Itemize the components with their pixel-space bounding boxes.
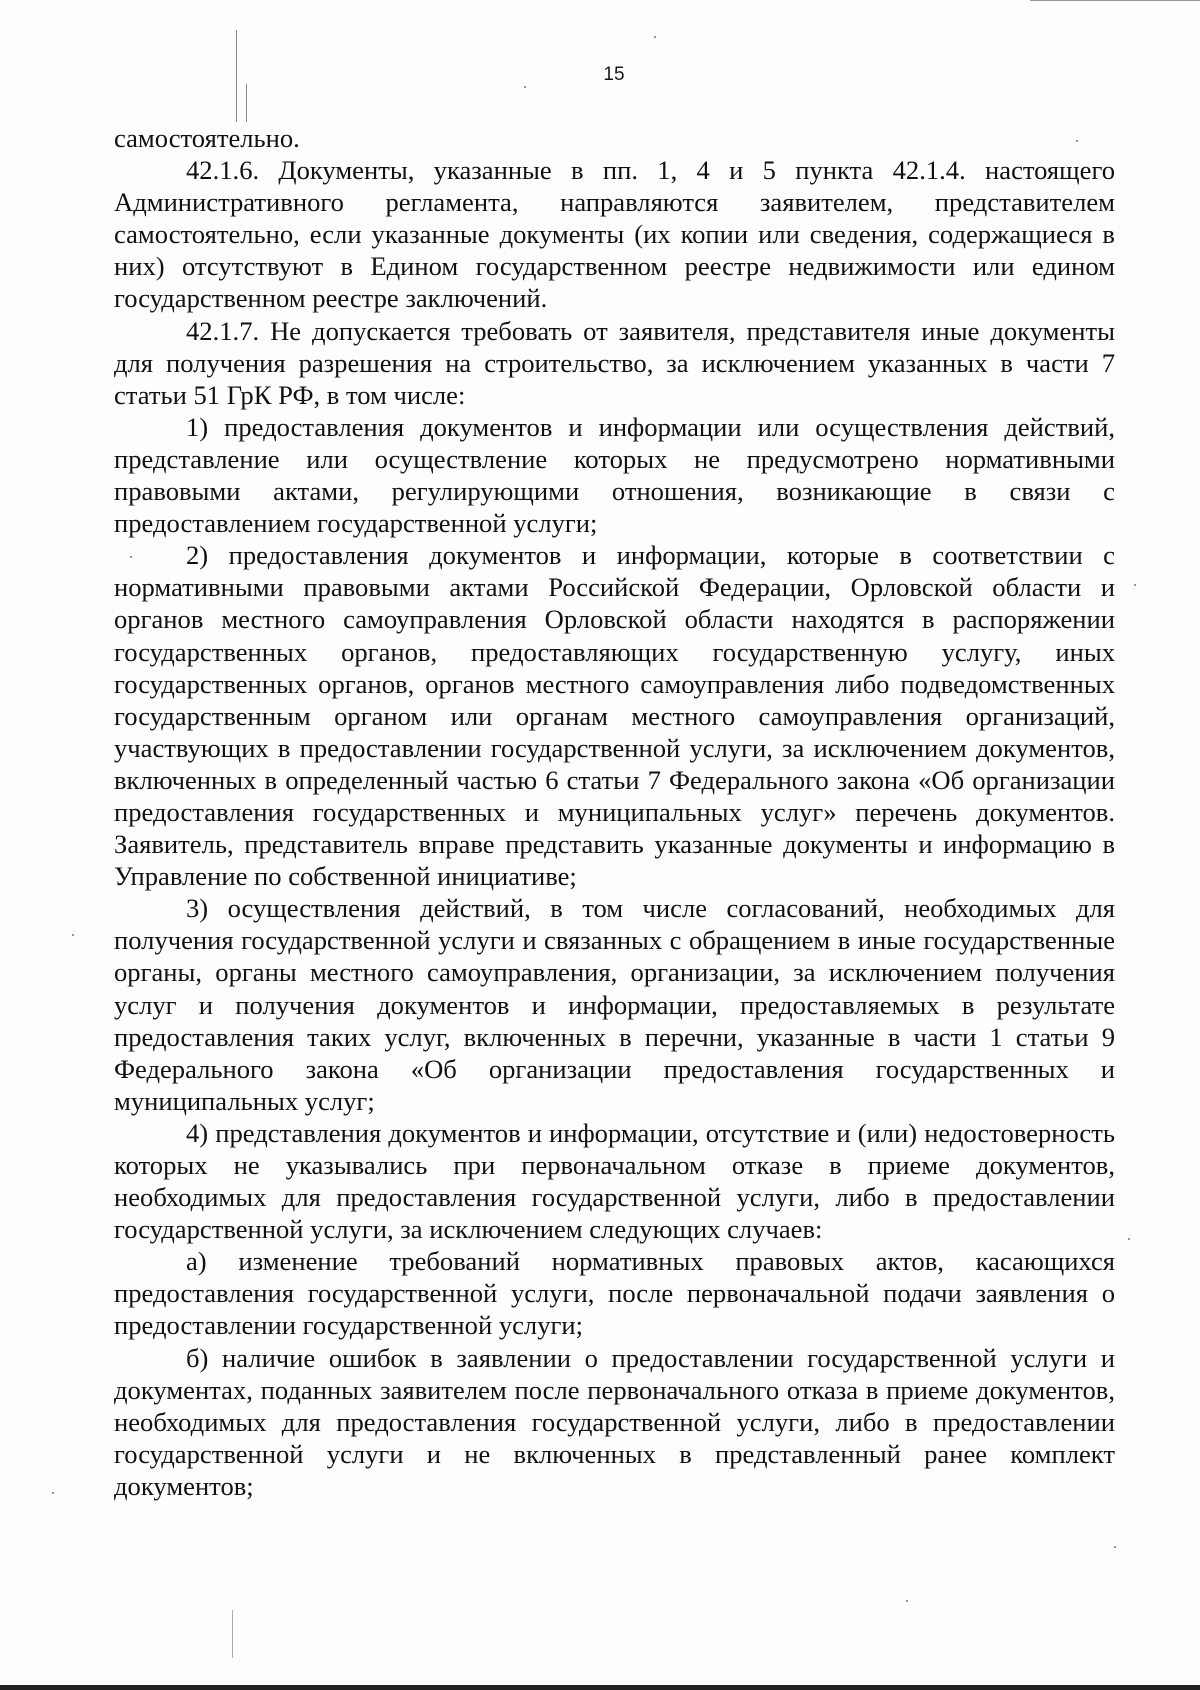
scan-speck xyxy=(906,1600,908,1602)
paragraph: самостоятельно. xyxy=(114,123,300,153)
scan-speck xyxy=(654,36,656,38)
document-body xyxy=(114,122,1115,1502)
scan-speck xyxy=(72,934,74,936)
list-subitem: б) наличие ошибок в заявлении о предоставлении государственной услуги и документах, поданных заявителем после первоначального отказа в приеме документов, необходимых для предоставления государственной услуги, либо в предоставлении государственной услуги и не включенных в представленный ранее комплект документов; xyxy=(114,1342,1115,1501)
list-item: 2) предоставления документов и информации, которые в соответствии с нормативными правовыми актами Российской Федерации, Орловской области и органов местного самоуправления Орловской области находятся в распоряжении государственных органов, предоставляющих государственную услугу, иных государственных органов, органов местного самоуправления либо подведомственных государственным органом или органам местного самоуправления организаций, участвующих в предоставлении государственной услуги, за исключением документов, включенных в определенный частью 6 статьи 7 Федерального закона «Об организации предоставления государственных и муниципальных услуг» перечень документов. Заявитель, представитель вправе представить указанные документы и информацию в Управление по собственной инициативе; xyxy=(114,540,1115,892)
list-item: 3) осуществления действий, в том числе согласований, необходимых для получения государственной услуги и связанных с обращением в иные государственные органы, органы местного самоуправления, организации, за исключением получения услуг и получения документов и информации, предоставляемых в результате предоставления таких услуг, включенных в перечни, указанные в части 1 статьи 9 Федерального закона «Об организации предоставления государственных и муниципальных услуг; xyxy=(114,893,1115,1116)
scan-speck xyxy=(1114,1546,1116,1548)
scan-artifact-line xyxy=(246,84,247,122)
list-item: 1) предоставления документов и информации или осуществления действий, представление или осуществление которых не предусмотрено нормативными правовыми актами, регулирующими отношения, возникающие в связи с предоставлением государственной услуги; xyxy=(114,411,1115,539)
page-number: 15 xyxy=(603,64,625,85)
scan-speck xyxy=(52,1492,54,1494)
list-item: 4) представления документов и информации, отсутствие и (или) недостоверность которых не указывались при первоначальном отказе в приеме документов, необходимых для предоставления государственной услуги, либо в предоставлении государственной услуги, за исключением следующих случаев: xyxy=(114,1117,1115,1245)
paragraph: 42.1.6. Документы, указанные в пп. 1, 4 и 5 пункта 42.1.4. настоящего Административного регламента, направляются заявителем, представителем самостоятельно, если указанные документы (их копии или сведения, содержащиеся в них) отсутствуют в Едином государственном реестре недвижимости или едином государственном реестре заключений. xyxy=(114,155,1115,314)
scan-artifact-line xyxy=(232,1610,233,1658)
scan-speck xyxy=(1128,1238,1130,1240)
scan-bottom-edge xyxy=(0,1685,1200,1690)
scan-artifact-line xyxy=(1030,0,1200,1)
scan-speck xyxy=(1134,584,1136,586)
list-subitem: а) изменение требований нормативных правовых актов, касающихся предоставления государственной услуги, после первоначальной подачи заявления о предоставлении государственной услуги; xyxy=(114,1246,1115,1341)
scan-speck xyxy=(524,86,526,88)
paragraph: 42.1.7. Не допускается требовать от заявителя, представителя иные документы для получения разрешения на строительство, за исключением указанных в части 7 статьи 51 ГрК РФ, в том числе: xyxy=(114,315,1115,410)
